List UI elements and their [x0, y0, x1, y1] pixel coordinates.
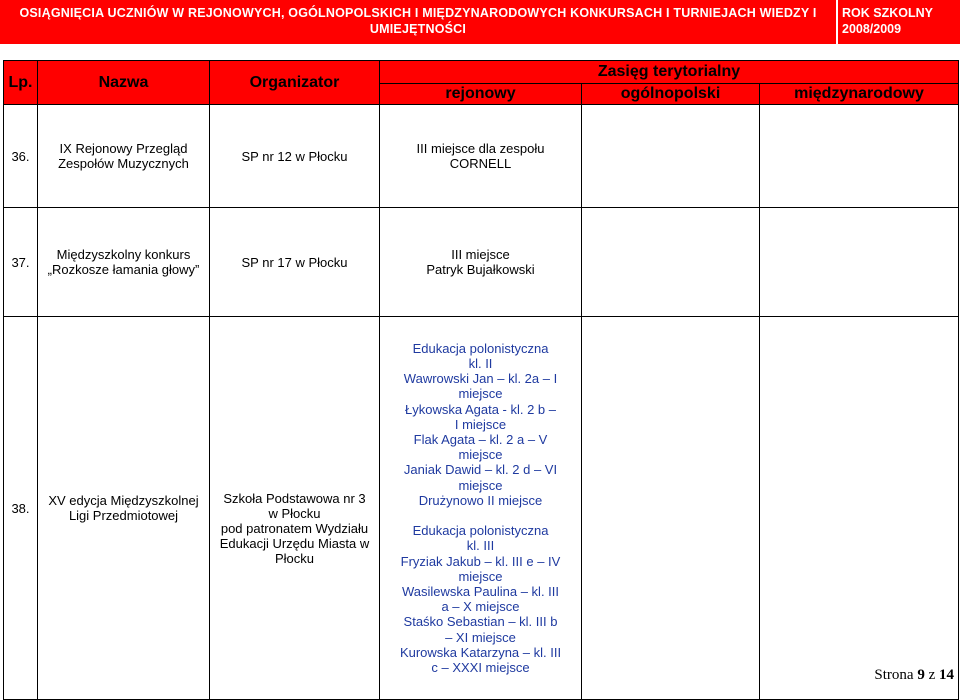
table-header	[4, 61, 959, 105]
row-ogolnopolski	[582, 208, 760, 317]
school-year	[842, 5, 957, 37]
page-current: 9	[917, 667, 925, 683]
row-ogolnopolski	[582, 317, 760, 700]
row-nazwa-line: IX Rejonowy Przegląd	[59, 141, 188, 156]
row-miedzynarodowy	[760, 208, 959, 317]
row-ogolnopolski	[582, 105, 760, 208]
row-lp: 38.	[4, 317, 38, 700]
school-year-value: 2008/2009	[842, 22, 902, 36]
row-organizator-line: Edukacji Urzędu Miasta w	[219, 535, 370, 551]
detail-line: Flak Agata – kl. 2 a – V	[413, 432, 548, 448]
detail-line: a – X miejsce	[441, 599, 520, 615]
row-nazwa	[38, 208, 210, 317]
row-nazwa-line: Międzyszkolny konkurs	[56, 247, 191, 262]
row-rejonowy-line: Patryk Bujałkowski	[426, 262, 535, 277]
row-rejonowy-line: III miejsce	[451, 247, 510, 262]
detail-line: miejsce	[458, 568, 503, 584]
report-banner	[0, 0, 960, 44]
detail-line: Janiak Dawid – kl. 2 d – VI	[403, 462, 558, 478]
row-organizator-line: Szkoła Podstawowa nr 3	[223, 490, 366, 506]
header-ogolnopolski: ogólnopolski	[582, 84, 760, 105]
row-organizator	[210, 105, 380, 208]
row-nazwa	[38, 105, 210, 208]
row-nazwa-line: „Rozkosze łamania głowy”	[47, 262, 200, 277]
detail-line: Fryziak Jakub – kl. III e – IV	[400, 553, 561, 569]
row-nazwa-line: Zespołów Muzycznych	[58, 156, 189, 171]
detail-line: miejsce	[458, 477, 503, 493]
header-rejonowy: rejonowy	[380, 84, 582, 105]
detail-line: Kurowska Katarzyna – kl. III	[399, 644, 562, 660]
row-organizator-line: SP nr 12 w Płocku	[241, 148, 348, 164]
row-rejonowy	[380, 105, 582, 208]
detail-spacer	[382, 508, 579, 523]
detail-line: I miejsce	[454, 416, 507, 432]
header-organizator: Organizator	[210, 61, 380, 105]
detail-line: Edukacja polonistyczna	[412, 523, 549, 539]
detail-line: Łykowska Agata - kl. 2 b –	[404, 401, 557, 417]
row-organizator-line: SP nr 17 w Płocku	[241, 254, 348, 270]
row-rejonowy-line: CORNELL	[449, 156, 512, 171]
detail-line: Staśko Sebastian – kl. III b	[403, 614, 558, 630]
detail-line: miejsce	[458, 386, 503, 402]
row-miedzynarodowy	[760, 105, 959, 208]
detail-line: miejsce	[458, 447, 503, 463]
row-nazwa-line: XV edycja Międzyszkolnej	[48, 493, 199, 508]
school-year-label: ROK SZKOLNY	[842, 6, 933, 20]
header-zasieg: Zasięg terytorialny	[380, 61, 959, 84]
table-row	[4, 105, 959, 208]
page-total: 14	[939, 667, 954, 683]
row-lp: 37.	[4, 208, 38, 317]
achievements-table	[3, 60, 959, 700]
row-rejonowy-line: III miejsce dla zespołu	[416, 141, 545, 156]
detail-line: kl. II	[468, 356, 493, 372]
row-lp: 36.	[4, 105, 38, 208]
row-nazwa	[38, 317, 210, 700]
header-nazwa: Nazwa	[38, 61, 210, 105]
banner-divider	[836, 0, 838, 44]
row-rejonowy	[380, 208, 582, 317]
detail-line: kl. III	[466, 538, 495, 554]
detail-line: Edukacja polonistyczna	[412, 340, 549, 356]
detail-line: c – XXXI miejsce	[431, 659, 530, 675]
detail-line: Wawrowski Jan – kl. 2a – I	[403, 371, 558, 387]
detail-line: Wasilewska Paulina – kl. III	[401, 583, 560, 599]
row-nazwa-line: Ligi Przedmiotowej	[68, 508, 179, 523]
table-row	[4, 208, 959, 317]
page-of: z	[928, 667, 936, 683]
header-miedzynarodowy: międzynarodowy	[760, 84, 959, 105]
row-miedzynarodowy	[760, 317, 959, 700]
row-organizator-line: pod patronatem Wydziału	[220, 520, 369, 536]
row-rejonowy-details	[380, 317, 582, 700]
detail-line: – XI miejsce	[445, 629, 516, 645]
report-title-line1: OSIĄGNIĘCIA UCZNIÓW W REJONOWYCH, OGÓLNOPOLSKICH I MIĘDZYNARODOWYCH KONKURSACH I TURNIEJACH WIEDZY I	[19, 6, 817, 20]
report-title	[0, 5, 836, 37]
header-lp: Lp.	[4, 61, 38, 105]
report-title-line2: UMIEJĘTNOŚCI	[369, 22, 467, 36]
row-organizator-line: w Płocku	[268, 505, 321, 521]
page-number	[874, 667, 954, 684]
row-organizator	[210, 317, 380, 700]
page-prefix: Strona	[874, 667, 914, 683]
table-row	[4, 317, 959, 700]
detail-line: Drużynowo II miejsce	[418, 492, 543, 508]
row-organizator-line: Płocku	[274, 550, 315, 566]
row-organizator	[210, 208, 380, 317]
